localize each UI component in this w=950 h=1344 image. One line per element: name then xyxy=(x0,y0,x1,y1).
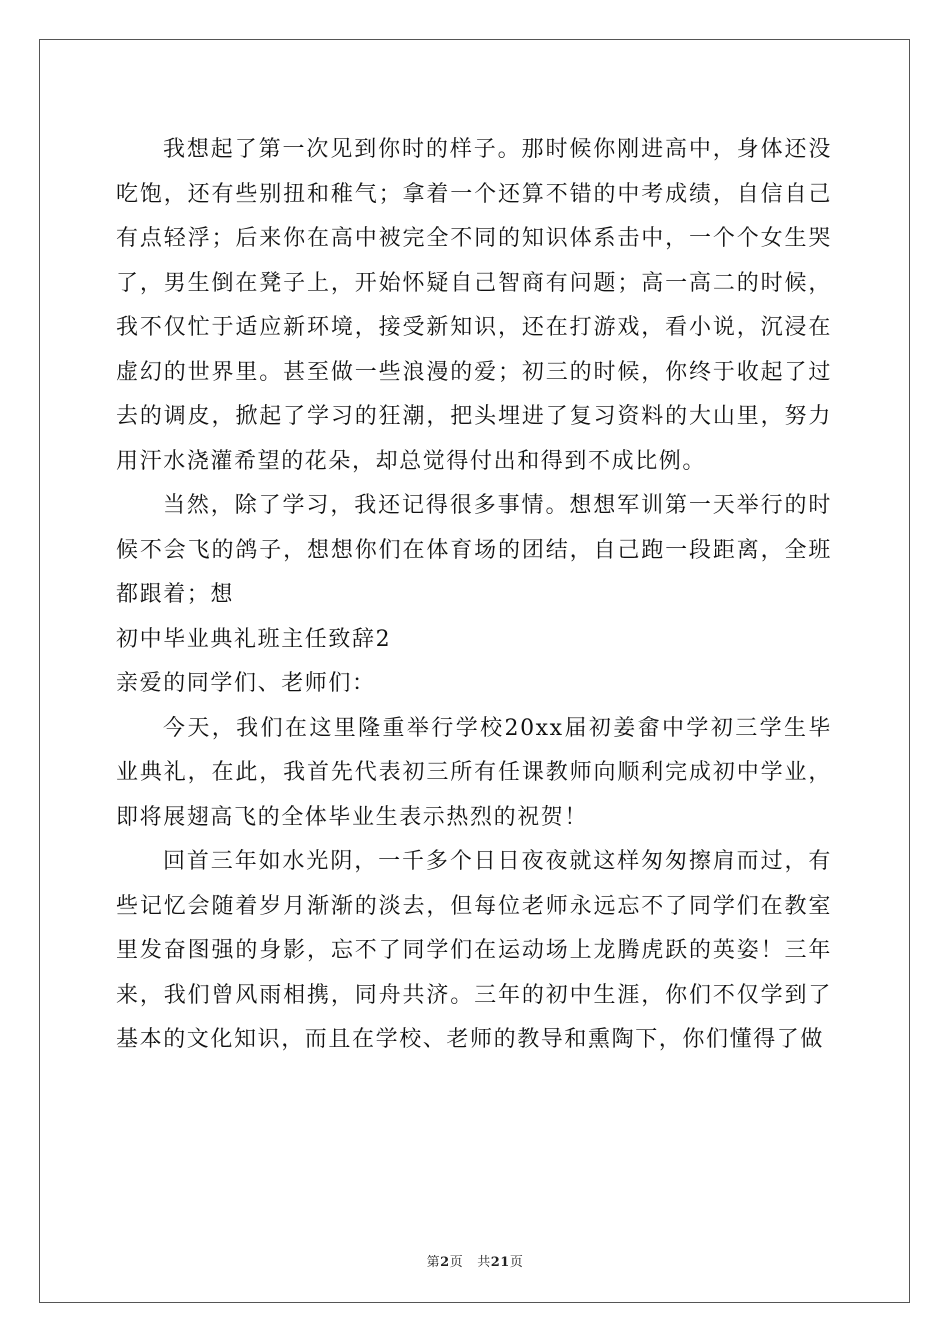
page-prefix: 第 xyxy=(426,1255,441,1270)
page-number: 2 xyxy=(440,1255,450,1270)
paragraph-memories: 我想起了第一次见到你时的样子。那时候你刚进高中，身体还没吃饱，还有些别扭和稚气；拿着一个还算不错的中考成绩，自信自己有点轻浮；后来你在高中被完全不同的知识体系击中，一个个女生哭了，男生倒在凳子上，开始怀疑自己智商有问题；高一高二的时候，我不仅忙于适应新环境，接受新知识，还在打游戏，看小说，沉浸在虚幻的世界里。甚至做一些浪漫的爱；初三的时候，你终于收起了过去的调皮，掀起了学习的狂潮，把头埋进了复习资料的大山里，努力用汗水浇灌希望的花朵，却总觉得付出和得到不成比例。 xyxy=(116,137,832,474)
paragraph-looking-back: 回首三年如水光阴，一千多个日日夜夜就这样匆匆擦肩而过，有些记忆会随着岁月渐渐的淡去，但每位老师永远忘不了同学们在教室里发奋图强的身影，忘不了同学们在运动场上龙腾虎跃的英姿！三年来，我们曾风雨相携，同舟共济。三年的初中生涯，你们不仅学到了基本的文化知识，而且在学校、老师的教导和熏陶下，你们懂得了做 xyxy=(116,849,832,1052)
total-pages: 21 xyxy=(490,1255,510,1270)
salutation: 亲爱的同学们、老师们： xyxy=(116,671,376,696)
total-suffix: 页 xyxy=(509,1255,524,1270)
total-prefix: 共 xyxy=(477,1255,491,1270)
document-body xyxy=(116,128,832,1063)
page-footer xyxy=(0,1251,950,1270)
paragraph-other-memories: 当然，除了学习，我还记得很多事情。想想军训第一天举行的时候不会飞的鸽子，想想你们在体育场的团结，自己跑一段距离，全班都跟着；想 xyxy=(116,493,832,607)
page-suffix: 页 xyxy=(449,1255,464,1270)
paragraph-congratulations: 今天，我们在这里隆重举行学校20xx届初姜畲中学初三学生毕业典礼，在此，我首先代表初三所有任课教师向顺利完成初中学业，即将展翅高飞的全体毕业生表示热烈的祝贺！ xyxy=(116,715,832,830)
section-title: 初中毕业典礼班主任致辞2 xyxy=(116,626,392,652)
